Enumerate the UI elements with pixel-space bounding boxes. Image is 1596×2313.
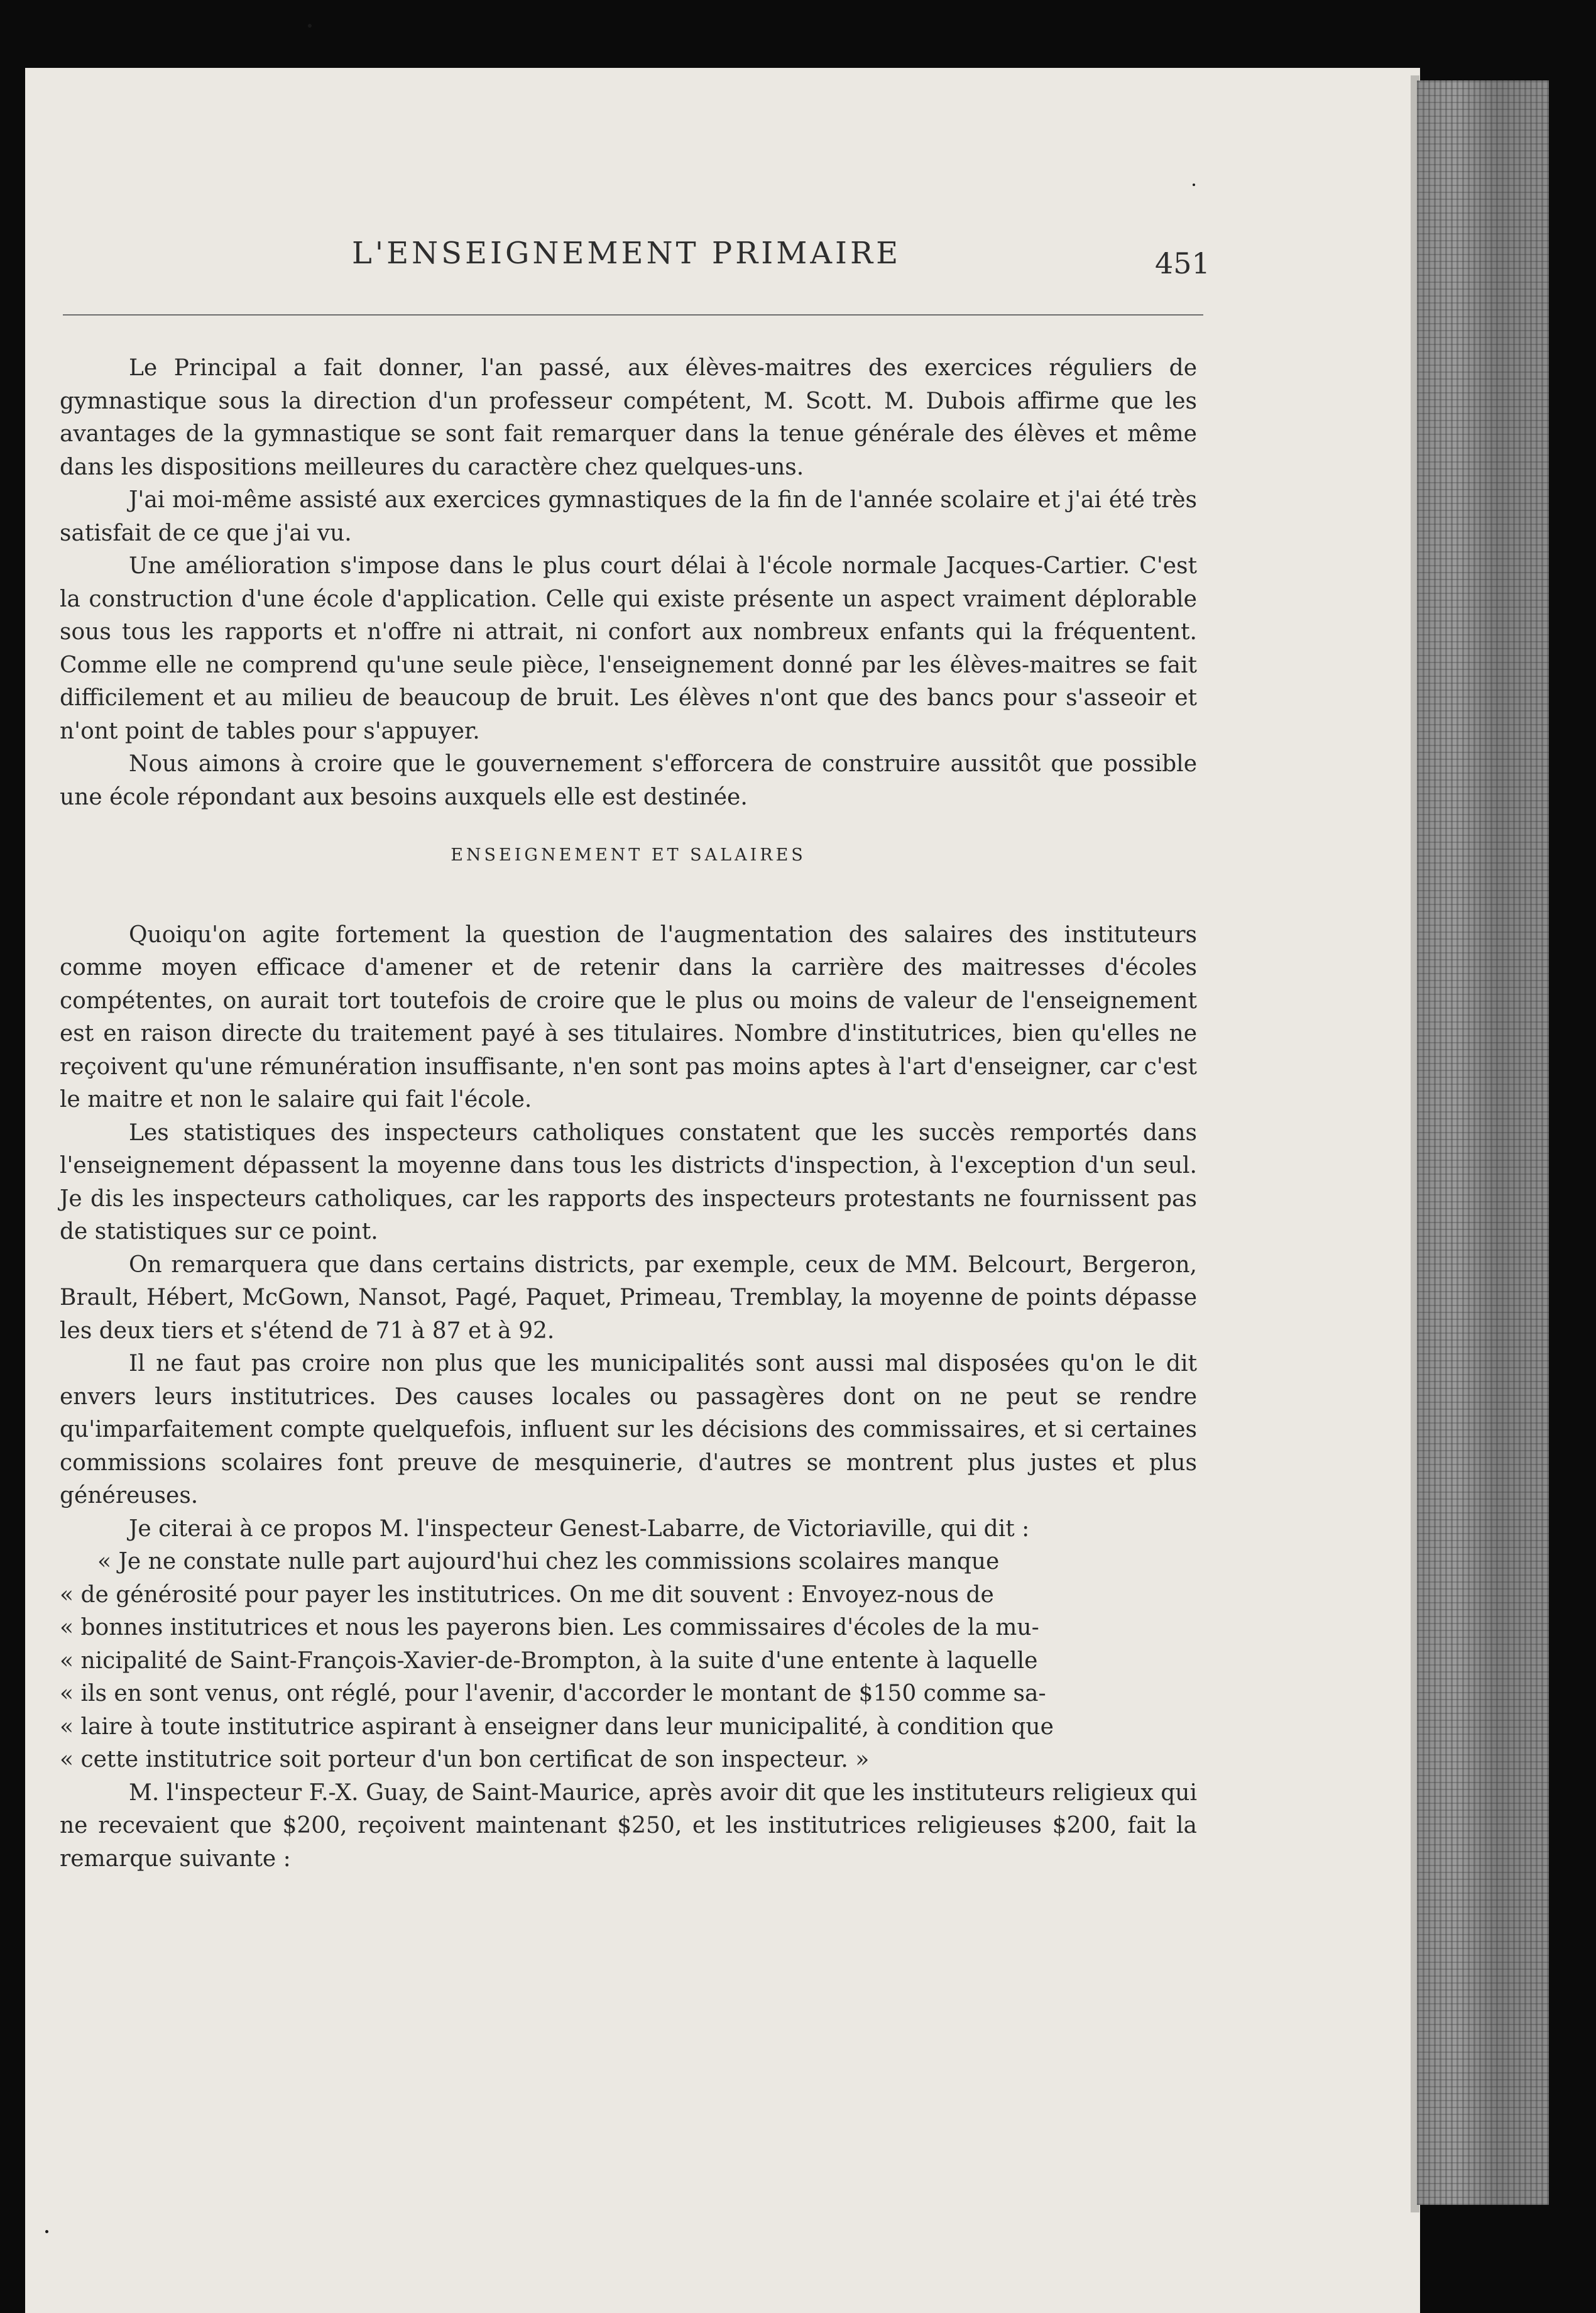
quote-line: « bonnes institutrices et nous les payerons bien. Les commissaires d'écoles de la mu- xyxy=(60,1615,1039,1640)
paragraph: J'ai moi-même assisté aux exercices gymnastiques de la fin de l'année scolaire et j'ai été très satisfait de ce que j'ai vu. xyxy=(60,487,1197,546)
quote-line: « nicipalité de Saint-François-Xavier-de-Brompton, à la suite d'une entente à laquelle xyxy=(60,1647,1038,1674)
section-heading: ENSEIGNEMENT ET SALAIRES xyxy=(451,845,806,865)
paragraph: M. l'inspecteur F.-X. Guay, de Saint-Maurice, après avoir dit que les instituteurs religieux qui ne recevaient que $200, reçoivent maintenant $250, et les institutrices religieuses $200, fait la remarque suivante : xyxy=(60,1779,1197,1872)
dust-speck xyxy=(45,2230,48,2233)
paragraph: Une amélioration s'impose dans le plus court délai à l'école normale Jacques-Cartier. C'est la construction d'une école d'application. Celle qui existe présente un aspect vraiment déplorable sous tous les rapports et n'offre ni attrait, ni confort aux nombreux enfants qui la fréquentent. Comme elle ne comprend qu'une seule pièce, l'enseignement donné par les élèves-maitres se fait difficilement et au milieu de beaucoup de bruit. Les élèves n'ont que des bancs pour s'asseoir et n'ont point de tables pour s'appuyer. xyxy=(60,553,1197,744)
running-title: L'ENSEIGNEMENT PRIMAIRE xyxy=(352,236,902,271)
quote-line: « cette institutrice soit porteur d'un bon certificat de son inspecteur. » xyxy=(60,1747,870,1772)
paragraph: Quoiqu'on agite fortement la question de l'augmentation des salaires des instituteurs comme moyen efficace d'amener et de retenir dans la carrière des maitresses d'écoles compétentes, on aurait tort toutefois de croire que le plus ou moins de valeur de l'enseignement est en raison directe du traitement payé à ses titulaires. Nombre d'institutrices, bien qu'elles ne reçoivent qu'une rémunération insuffisante, n'en sont pas moins aptes à l'art d'enseigner, car c'est le maitre et non le salaire qui fait l'école. xyxy=(60,921,1197,1113)
dust-speck xyxy=(308,24,312,28)
page-stack-edge xyxy=(1417,80,1549,2205)
paragraph: Nous aimons à croire que le gouvernement s'efforcera de construire aussitôt que possible une école répondant aux besoins auxquels elle est destinée. xyxy=(60,751,1197,810)
paragraph: Les statistiques des inspecteurs catholiques constatent que les succès remportés dans l'enseignement dépassent la moyenne dans tous les districts d'inspection, à l'exception d'un seul. Je dis les inspecteurs catholiques, car les rapports des inspecteurs protestants ne fournissent pas de statistiques sur ce point. xyxy=(60,1119,1197,1244)
dust-speck xyxy=(1193,184,1195,186)
quote-line: « laire à toute institutrice aspirant à enseigner dans leur municipalité, à condition que xyxy=(60,1713,1054,1740)
main-text xyxy=(60,352,1197,1876)
quote-line: « ils en sont venus, ont réglé, pour l'avenir, d'accorder le montant de $150 comme sa- xyxy=(60,1681,1046,1706)
paragraph: Il ne faut pas croire non plus que les municipalités sont aussi mal disposées qu'on le dit envers leurs institutrices. Des causes locales ou passagères dont on ne peut se rendre qu'imparfaitement compte quelquefois, influent sur les décisions des commissaires, et si certaines commissions scolaires font preuve de mesquinerie, d'autres se montrent plus justes et plus généreuses. xyxy=(60,1351,1197,1508)
page-number: 451 xyxy=(1155,246,1210,280)
paragraph: Je citerai à ce propos M. l'inspecteur Genest-Labarre, de Victoriaville, qui dit : xyxy=(129,1515,1030,1542)
quote-line: « Je ne constate nulle part aujourd'hui chez les commissions scolaires manque xyxy=(97,1549,1000,1574)
paragraph: Le Principal a fait donner, l'an passé, aux élèves-maitres des exercices réguliers de gymnastique sous la direction d'un professeur compétent, M. Scott. M. Dubois affirme que les avantages de la gymnastique se sont fait remarquer dans la tenue générale des élèves et même dans les dispositions meilleures du caractère chez quelques-uns. xyxy=(60,355,1197,480)
quote-line: « de générosité pour payer les institutrices. On me dit souvent : Envoyez-nous de xyxy=(60,1581,994,1608)
paragraph: On remarquera que dans certains districts, par exemple, ceux de MM. Belcourt, Bergeron, Brault, Hébert, McGown, Nansot, Pagé, Paquet, Primeau, Tremblay, la moyenne de points dépasse les deux tiers et s'étend de 71 à 87 et à 92. xyxy=(60,1251,1197,1344)
header-rule xyxy=(63,314,1203,316)
